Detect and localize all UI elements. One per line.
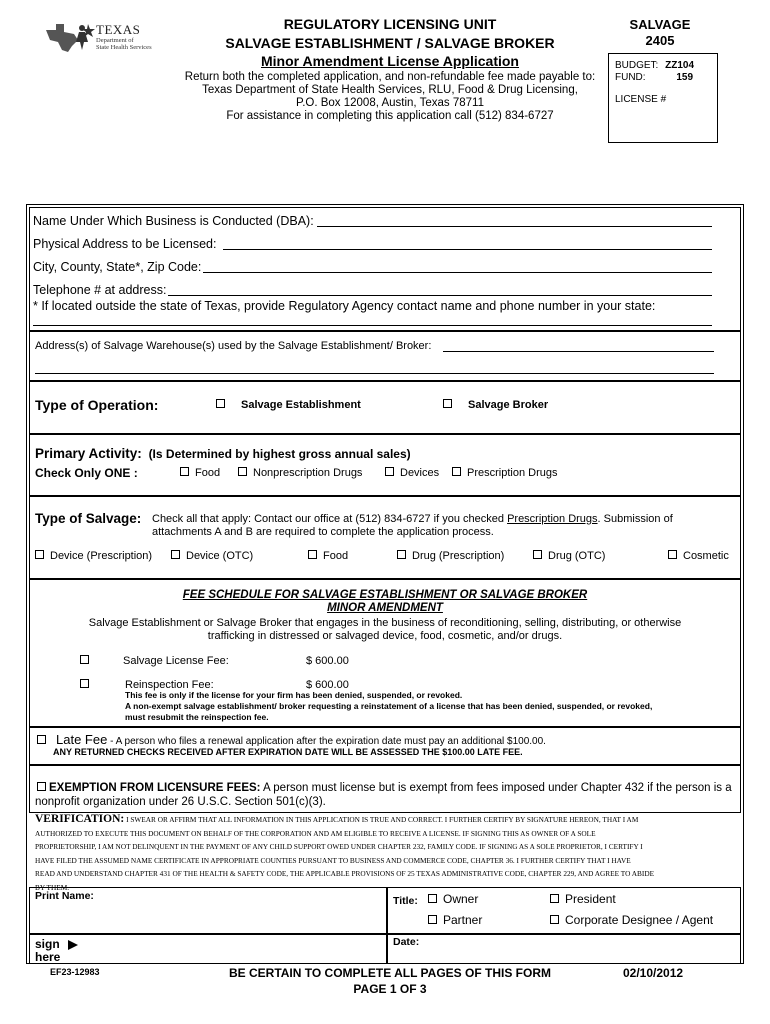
exemption-line-1[interactable]: EXEMPTION FROM LICENSURE FEES: A person must license but is exempt from fees imposed under Chapter 432 if the person is a xyxy=(37,782,732,794)
operation-salvage-broker[interactable]: Salvage Broker xyxy=(443,399,548,411)
address-label: Physical Address to be Licensed: xyxy=(33,237,217,251)
salvage-label: SALVAGE xyxy=(629,17,691,32)
checkbox-icon[interactable] xyxy=(443,399,452,408)
fee-schedule-subtitle: MINOR AMENDMENT xyxy=(327,602,443,614)
checkbox-icon[interactable] xyxy=(35,550,44,559)
title-corporate-designee[interactable]: Corporate Designee / Agent xyxy=(550,913,713,927)
header-address-4: For assistance in completing this application call (512) 834-6727 xyxy=(226,110,554,122)
out-of-state-note: * If located outside the state of Texas, provide Regulatory Agency contact name and phone number in your state: xyxy=(33,299,656,313)
license-number-label: LICENSE # xyxy=(615,94,667,105)
activity-nonprescription-drugs[interactable]: Nonprescription Drugs xyxy=(238,467,362,479)
signature-box[interactable] xyxy=(29,934,387,964)
salvage-device-prescription[interactable]: Device (Prescription) xyxy=(35,550,152,562)
salvage-type-instructions-1: Check all that apply: Contact our office at (512) 834-6727 if you checked Prescription Drugs. Submission of xyxy=(152,513,673,525)
fund-label: FUND: xyxy=(615,72,646,83)
checkbox-icon[interactable] xyxy=(180,467,189,476)
here-label: here xyxy=(35,950,61,964)
dshs-logo xyxy=(44,20,174,56)
print-name-label: Print Name: xyxy=(35,890,94,902)
title-owner[interactable]: Owner xyxy=(428,892,478,906)
salvage-drug-otc[interactable]: Drug (OTC) xyxy=(533,550,605,562)
warehouse-field-1[interactable] xyxy=(443,351,714,352)
budget-value: ZZ104 xyxy=(665,60,695,71)
fee-schedule-title: FEE SCHEDULE FOR SALVAGE ESTABLISHMENT OR SALVAGE BROKER xyxy=(182,589,588,601)
checkbox-icon[interactable] xyxy=(80,679,89,688)
fee-description-2: trafficking in distressed or salvaged device, food, cosmetic, and/or drugs. xyxy=(207,630,563,642)
activity-devices[interactable]: Devices xyxy=(385,467,439,479)
checkbox-icon[interactable] xyxy=(428,894,437,903)
header-address-1: Return both the completed application, and non-refundable fee made payable to: xyxy=(184,71,596,83)
checkbox-icon[interactable] xyxy=(37,782,46,791)
texas-map-icon xyxy=(44,20,96,54)
header-title-2: SALVAGE ESTABLISHMENT / SALVAGE BROKER xyxy=(225,35,555,51)
date-box[interactable] xyxy=(387,934,741,964)
salvage-cosmetic[interactable]: Cosmetic xyxy=(668,550,729,562)
checkbox-icon[interactable] xyxy=(550,894,559,903)
dba-field[interactable] xyxy=(317,226,712,227)
city-field[interactable] xyxy=(203,272,712,273)
activity-prescription-drugs[interactable]: Prescription Drugs xyxy=(452,467,557,479)
page-number: PAGE 1 OF 3 xyxy=(353,982,427,996)
checkbox-icon[interactable] xyxy=(668,550,677,559)
budget-label: BUDGET: xyxy=(615,60,659,71)
reinspection-note-2: A non-exempt salvage establishment/ broker requesting a reinstatement of a license that has been denied, suspended, or revoked, xyxy=(125,701,653,711)
salvage-drug-prescription[interactable]: Drug (Prescription) xyxy=(397,550,504,562)
returned-checks-notice: ANY RETURNED CHECKS RECEIVED AFTER EXPIRATION DATE WILL BE ASSESSED THE $100.00 LATE FEE. xyxy=(53,747,523,757)
check-only-one-label: Check Only ONE : xyxy=(35,466,138,480)
license-fee-label: Salvage License Fee: xyxy=(123,655,229,667)
warehouse-label: Address(s) of Salvage Warehouse(s) used by the Salvage Establishment/ Broker: xyxy=(35,340,432,352)
date-label: Date: xyxy=(393,936,420,948)
checkbox-icon[interactable] xyxy=(428,915,437,924)
reinspection-note-1: This fee is only if the license for your firm has been denied, suspended, or revoked. xyxy=(125,690,463,700)
checkbox-icon[interactable] xyxy=(397,550,406,559)
checkbox-icon[interactable] xyxy=(533,550,542,559)
telephone-field[interactable] xyxy=(168,295,712,296)
telephone-label: Telephone # at address: xyxy=(33,283,167,297)
salvage-food[interactable]: Food xyxy=(308,550,348,562)
reinspection-note-3: must resubmit the reinspection fee. xyxy=(125,712,269,722)
fee-description-1: Salvage Establishment or Salvage Broker that engages in the business of reconditioning, selling, distributing, or otherwise xyxy=(88,617,682,629)
header-title-1: REGULATORY LICENSING UNIT xyxy=(283,16,497,32)
fund-value: 159 xyxy=(676,72,694,83)
logo-dept: Department of xyxy=(96,37,134,44)
form-date: 02/10/2012 xyxy=(623,966,684,980)
operation-salvage-establishment[interactable]: Salvage Establishment xyxy=(216,399,361,411)
checkbox-icon[interactable] xyxy=(238,467,247,476)
salvage-type-label: Type of Salvage: xyxy=(35,511,142,526)
verification-text: VERIFICATION: I SWEAR OR AFFIRM THAT ALL INFORMATION IN THIS APPLICATION IS TRUE AND CORRECT. I FURTHER CERTIFY BY SIGNATURE HEREON, THAT I AM AUTHORIZED TO EXECUTE THIS DOCUMENT ON BEHALF OF THE CORPORATION AND AM ELIGIBLE TO RECEIVE A LICENSE. IF SIGNING THIS AS OWNER OF A SOLE PROPRIETORSHIP, I AM NOT DELINQUENT IN THE PAYMENT OF ANY CHILD SUPPORT OWED UNDER CHAPTER 232, FAMILY CODE. IF SIGNING AS A SOLE PROPRIETOR, I CERTIFY I HAVE FILED THE ASSUMED NAME CERTIFICATE IN APPROPRIATE COUNTIES PURSUANT TO BUSINESS AND COMMERCE CODE, CHAPTER 36. I FURTHER CERTIFY THAT I HAVE READ AND UNDERSTAND CHAPTER 431 OF THE HEALTH & SAFETY CODE, THE APPLICABLE PROVISIONS OF 25 TEXAS ADMINISTRATIVE CODE, CHAPTER 229, AND AGREE TO ABIDE BY THEM. xyxy=(35,813,655,892)
exemption-line-2: nonprofit organization under 26 U.S.C. Section 501(c)(3). xyxy=(35,796,326,808)
license-fee-amount: $ 600.00 xyxy=(306,655,349,667)
checkbox-icon[interactable] xyxy=(80,655,89,664)
checkbox-icon[interactable] xyxy=(171,550,180,559)
header-address-3: P.O. Box 12008, Austin, Texas 78711 xyxy=(296,97,484,109)
activity-food[interactable]: Food xyxy=(180,467,220,479)
checkbox-icon[interactable] xyxy=(550,915,559,924)
activity-sub-label: (Is Determined by highest gross annual sales) xyxy=(148,447,411,461)
verification-label: VERIFICATION: xyxy=(35,813,125,825)
agency-contact-field[interactable] xyxy=(33,325,712,326)
reinspection-fee-option[interactable] xyxy=(80,679,95,691)
title-partner[interactable]: Partner xyxy=(428,913,482,927)
form-id: EF23-12983 xyxy=(50,967,100,977)
sign-label: sign xyxy=(35,937,60,951)
salvage-type-instructions-2: attachments A and B are required to complete the application process. xyxy=(152,526,494,538)
header-address-2: Texas Department of State Health Services, RLU, Food & Drug Licensing, xyxy=(202,84,578,96)
checkbox-icon[interactable] xyxy=(385,467,394,476)
salvage-number: 2405 xyxy=(645,33,675,48)
checkbox-icon[interactable] xyxy=(452,467,461,476)
license-fee-option[interactable] xyxy=(80,655,95,667)
dba-label: Name Under Which Business is Conducted (DBA): xyxy=(33,214,314,228)
checkbox-icon[interactable] xyxy=(216,399,225,408)
logo-dshs: State Health Services xyxy=(96,44,152,51)
checkbox-icon[interactable] xyxy=(37,735,46,744)
reinspection-fee-amount: $ 600.00 xyxy=(306,679,349,691)
address-field[interactable] xyxy=(223,249,712,250)
title-label: Title: xyxy=(393,895,418,907)
arrow-right-icon xyxy=(67,939,79,951)
logo-texas: TEXAS xyxy=(96,22,141,37)
reinspection-fee-label: Reinspection Fee: xyxy=(125,679,214,691)
activity-section xyxy=(29,434,741,496)
operation-label: Type of Operation: xyxy=(35,397,159,413)
warehouse-field-2[interactable] xyxy=(35,373,714,374)
late-fee-line[interactable]: Late Fee - A person who files a renewal application after the expiration date must pay an additional $100.00. xyxy=(37,732,546,747)
complete-all-pages-notice: BE CERTAIN TO COMPLETE ALL PAGES OF THIS FORM xyxy=(228,966,551,980)
checkbox-icon[interactable] xyxy=(308,550,317,559)
salvage-device-otc[interactable]: Device (OTC) xyxy=(171,550,253,562)
office-use-box xyxy=(608,53,718,143)
title-president[interactable]: President xyxy=(550,892,616,906)
activity-label: Primary Activity: (Is Determined by highest gross annual sales) xyxy=(35,446,411,461)
header-title-3: Minor Amendment License Application xyxy=(261,53,519,69)
city-label: City, County, State*, Zip Code: xyxy=(33,260,202,274)
